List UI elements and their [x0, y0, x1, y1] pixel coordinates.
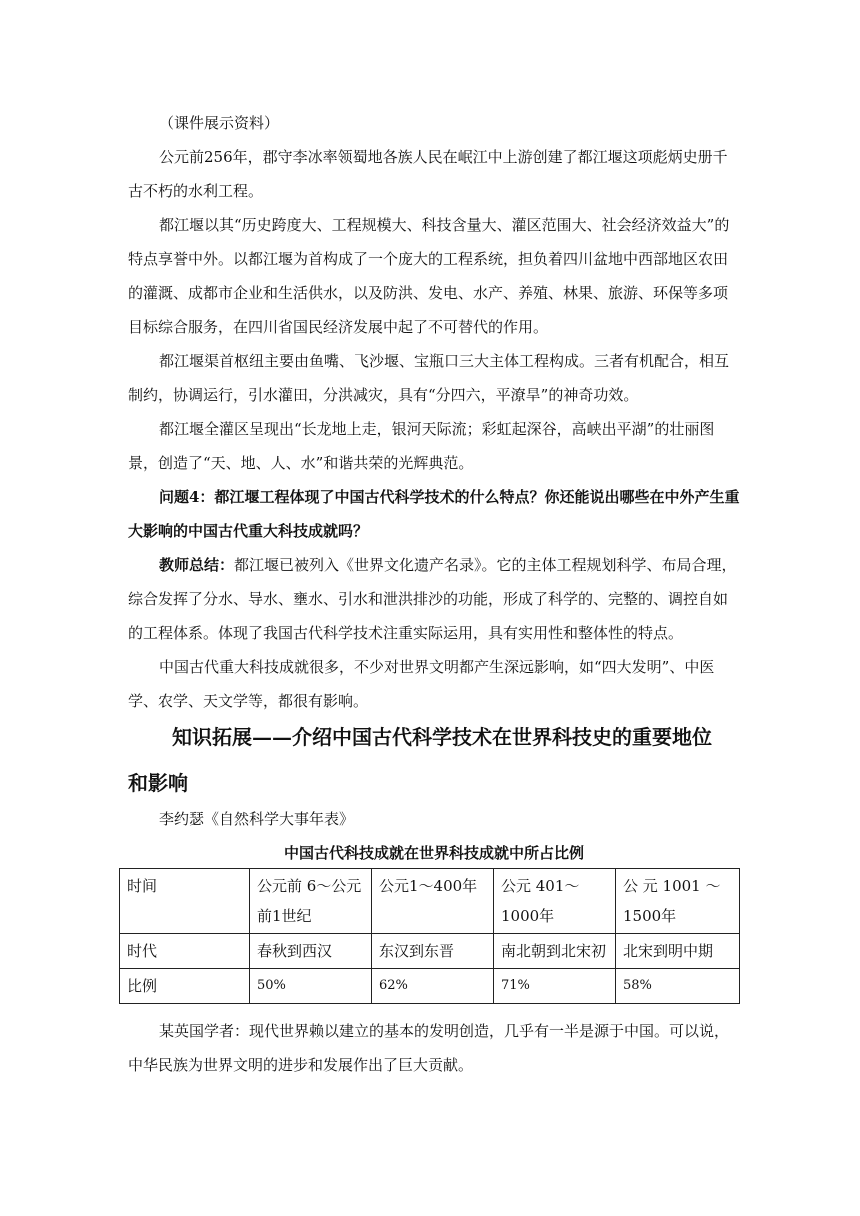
table-cell: 公 元 1001 ～1500年	[616, 869, 740, 934]
table-cell: 北宋到明中期	[616, 934, 740, 969]
table-cell: 比例	[120, 969, 250, 1004]
section-heading-line-2: 和影响	[128, 771, 188, 795]
table-cell: 东汉到东晋	[372, 934, 494, 969]
table-cell: 公元 401～1000年	[494, 869, 616, 934]
table-cell: 南北朝到北宋初	[494, 934, 616, 969]
section-heading	[128, 714, 748, 806]
table-cell: 春秋到西汉	[250, 934, 372, 969]
table-caption: 中国古代科技成就在世界科技成就中所占比例	[283, 844, 584, 862]
paragraph-achievements: 中国古代重大科技成就很多，不少对世界文明都产生深远影响，如“四大发明”、中医学、农学、天文学等，都很有影响。	[128, 658, 715, 710]
paragraph-dujiangyan-origin: 公元前256年，郡守李冰率领蜀地各族人民在岷江中上游创建了都江堰这项彪炳史册千古不朽的水利工程。	[128, 148, 728, 200]
closing-paragraph: 某英国学者：现代世界赖以建立的基本的发明创造，几乎有一半是源于中国。可以说，中华民族为世界文明的进步和发展作出了巨大贡献。	[128, 1022, 730, 1074]
table-cell: 公元前 6～公元前1世纪	[250, 869, 372, 934]
teacher-summary-label: 教师总结：	[159, 556, 235, 574]
section-heading-line-1: 知识拓展——介绍中国古代科学技术在世界科技史的重要地位	[172, 725, 712, 749]
paragraph-dujiangyan-structure: 都江堰渠首枢纽主要由鱼嘴、飞沙堰、宝瓶口三大主体工程构成。三者有机配合，相互制约，协调运行，引水灌田，分洪减灾，具有“分四六，平潦旱”的神奇功效。	[128, 352, 730, 404]
table-cell: 公元1～400年	[372, 869, 494, 934]
table-cell: 58%	[616, 969, 740, 1004]
paragraph-dujiangyan-scenery: 都江堰全灌区呈现出“长龙地上走，银河天际流；彩虹起深谷，高峡出平湖”的壮丽图景，创造了“天、地、人、水”和谐共荣的光辉典范。	[128, 420, 715, 472]
achievement-ratio-table	[119, 868, 740, 1004]
teacher-summary	[128, 548, 740, 650]
table-cell: 71%	[494, 969, 616, 1004]
table-cell: 50%	[250, 969, 372, 1004]
source-note: 李约瑟《自然科学大事年表》	[159, 810, 355, 828]
teacher-summary-text: 都江堰已被列入《世界文化遗产名录》。它的主体工程规划科学、布局合理，综合发挥了分水、导水、壅水、引水和泄洪排沙的功能，形成了科学的、完整的、调控自如的工程体系。体现了我国古代科学技术注重实际运用，具有实用性和整体性的特点。	[128, 556, 737, 642]
table-row	[120, 869, 740, 934]
table-cell: 时代	[120, 934, 250, 969]
table-row	[120, 934, 740, 969]
table-cell: 62%	[372, 969, 494, 1004]
question-4: 问题4：都江堰工程体现了中国古代科学技术的什么特点？你还能说出哪些在中外产生重大影响的中国古代重大科技成就吗？	[128, 488, 740, 540]
paragraph-dujiangyan-features: 都江堰以其“历史跨度大、工程规模大、科技含量大、灌区范围大、社会经济效益大”的特点享誉中外。以都江堰为首构成了一个庞大的工程系统，担负着四川盆地中西部地区农田的灌溉、成都市企业和生活供水，以及防洪、发电、水产、养殖、林果、旅游、环保等多项目标综合服务，在四川省国民经济发展中起了不可替代的作用。	[128, 216, 730, 336]
table-cell: 时间	[120, 869, 250, 934]
courseware-caption: （课件展示资料）	[159, 114, 280, 132]
table-row	[120, 969, 740, 1004]
